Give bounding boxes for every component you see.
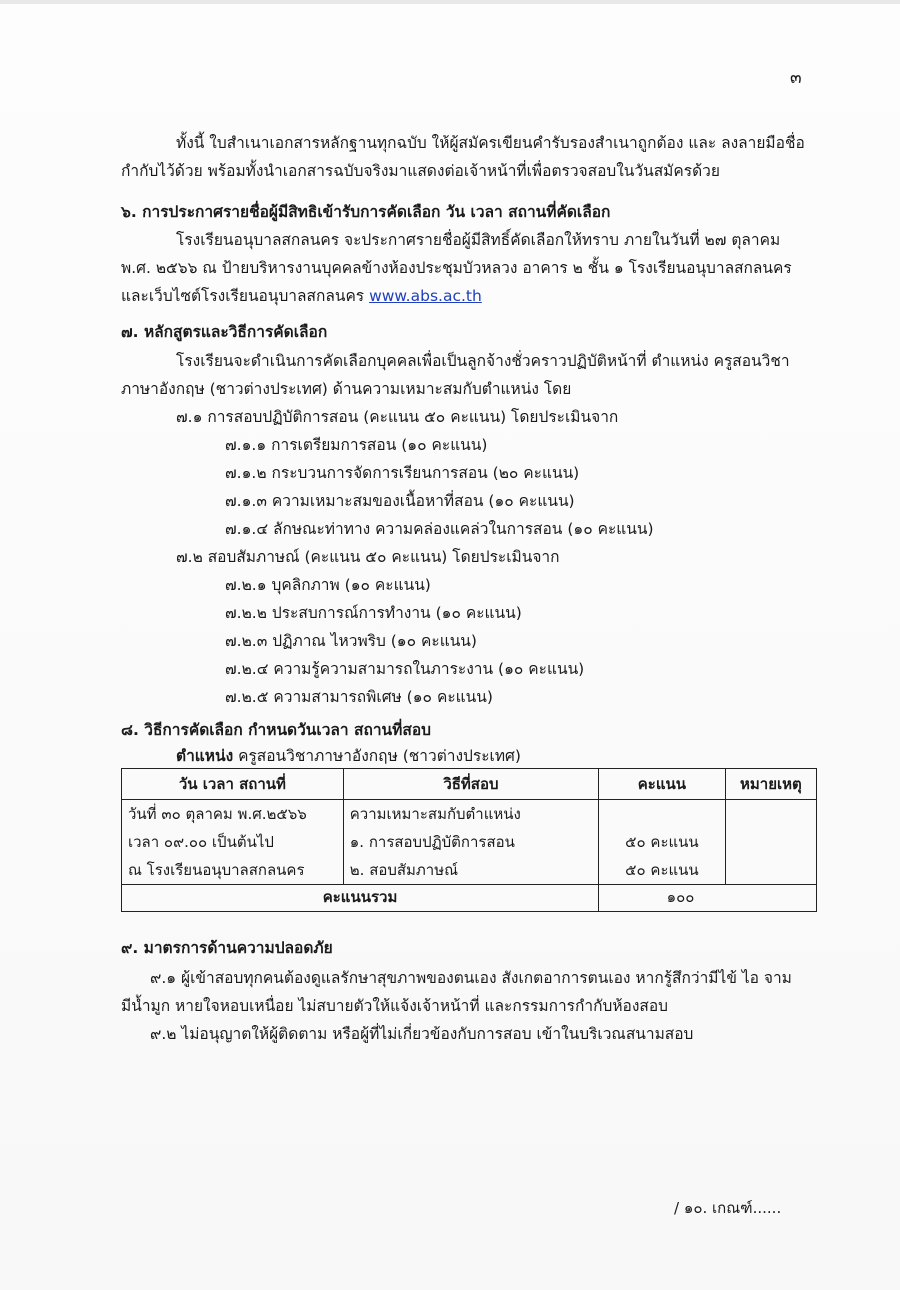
section-7-1-item: ๗.๑.๒ กระบวนการจัดการเรียนการสอน (๒๐ คะแนน) [225,464,580,482]
total-label: คะแนนรวม [122,885,599,912]
section-9-1-line-1: ๙.๑ ผู้เข้าสอบทุกคนต้องดูแลรักษาสุขภาพของตนเอง สังเกตอาการตนเอง หากรู้สึกว่ามีไข้ ไอ จาม [150,969,792,987]
intro-line-2: กำกับไว้ด้วย พร้อมทั้งนำเอกสารฉบับจริงมาแสดงต่อเจ้าหน้าที่เพื่อตรวจสอบในวันสมัครด้วย [121,162,720,180]
section-7-2-item: ๗.๒.๑ บุคลิกภาพ (๑๐ คะแนน) [225,576,431,594]
position-value: ครูสอนวิชาภาษาอังกฤษ (ชาวต่างประเทศ) [238,747,521,765]
section-8-heading: ๘. วิธีการคัดเลือก กำหนดวันเวลา สถานที่สอบ [121,721,431,739]
intro-line-1: ทั้งนี้ ใบสำเนาเอกสารหลักฐานทุกฉบับ ให้ผู้สมัครเขียนคำรับรองสำเนาถูกต้อง และ ลงลายมือชื่อ [176,134,805,152]
method-title: ความเหมาะสมกับตำแหน่ง [349,805,521,823]
section-6-line-3 [121,286,482,306]
school-website-link[interactable]: www.abs.ac.th [369,287,482,305]
section-7-2-item: ๗.๒.๕ ความสามารถพิเศษ (๑๐ คะแนน) [225,688,493,706]
header-exam-method: วิธีที่สอบ [343,769,598,800]
exam-method-cell [343,800,598,885]
header-date-time-place: วัน เวลา สถานที่ [122,769,344,800]
total-value: ๑๐๐ [599,885,817,912]
exam-time: เวลา ๐๙.๐๐ เป็นต้นไป [128,833,274,851]
position-line [176,746,521,766]
exam-date: วันที่ ๓๐ ตุลาคม พ.ศ.๒๕๖๖ [128,805,307,823]
table-header-row [122,769,817,800]
method-teaching: ๑. การสอบปฏิบัติการสอน [349,833,515,851]
position-label: ตำแหน่ง [176,747,234,765]
page-number: ๓ [790,68,802,88]
section-7-line-2: ภาษาอังกฤษ (ชาวต่างประเทศ) ด้านความเหมาะสมกับตำแหน่ง โดย [121,380,572,398]
header-remarks: หมายเหตุ [725,769,816,800]
next-page-reference: / ๑๐. เกณฑ์...... [674,1199,782,1217]
table-row [122,800,817,885]
section-7-2-item: ๗.๒.๓ ปฏิภาณ ไหวพริบ (๑๐ คะแนน) [225,632,477,650]
exam-place: ณ โรงเรียนอนุบาลสกลนคร [128,861,305,879]
section-9-1-line-2: มีน้ำมูก หายใจหอบเหนื่อย ไม่สบายตัวให้แจ้งเจ้าหน้าที่ และกรรมการกำกับห้องสอบ [121,997,669,1015]
section-7-2-item: ๗.๒.๔ ความรู้ความสามารถในภาระงาน (๑๐ คะแนน) [225,660,585,678]
score-interview: ๕๐ คะแนน [625,861,699,879]
total-row [122,885,817,912]
section-7-1-title: ๗.๑ การสอบปฏิบัติการสอน (คะแนน ๕๐ คะแนน) โดยประเมินจาก [176,408,619,426]
section-7-line-1: โรงเรียนจะดำเนินการคัดเลือกบุคคลเพื่อเป็นลูกจ้างชั่วคราวปฏิบัติหน้าที่ ตำแหน่ง ครูสอนวิชา [176,352,790,370]
section-9-2: ๙.๒ ไม่อนุญาตให้ผู้ติดตาม หรือผู้ที่ไม่เกี่ยวข้องกับการสอบ เข้าในบริเวณสนามสอบ [150,1025,694,1043]
section-7-2-item: ๗.๒.๒ ประสบการณ์การทำงาน (๑๐ คะแนน) [225,604,522,622]
section-6-line-2: พ.ศ. ๒๕๖๖ ณ ป้ายบริหารงานบุคคลข้างห้องประชุมบัวหลวง อาคาร ๒ ชั้น ๑ โรงเรียนอนุบาลสกลนคร [121,259,792,277]
scan-edge [0,0,900,4]
section-7-1-item: ๗.๑.๔ ลักษณะท่าทาง ความคล่องแคล่วในการสอน (๑๐ คะแนน) [225,520,654,538]
remarks-cell [725,800,816,885]
exam-schedule-table [121,768,817,912]
score-teaching: ๕๐ คะแนน [625,833,699,851]
section-6-line-3-prefix: และเว็บไซต์โรงเรียนอนุบาลสกลนคร [121,287,365,305]
method-interview: ๒. สอบสัมภาษณ์ [349,861,459,879]
header-score: คะแนน [599,769,726,800]
section-7-1-item: ๗.๑.๑ การเตรียมการสอน (๑๐ คะแนน) [225,436,488,454]
date-time-place-cell [122,800,344,885]
section-6-line-1: โรงเรียนอนุบาลสกลนคร จะประกาศรายชื่อผู้มีสิทธิ์คัดเลือกให้ทราบ ภายในวันที่ ๒๗ ตุลาคม [176,231,781,249]
section-6-heading: ๖. การประกาศรายชื่อผู้มีสิทธิเข้ารับการคัดเลือก วัน เวลา สถานที่คัดเลือก [121,203,611,221]
section-7-heading: ๗. หลักสูตรและวิธีการคัดเลือก [121,323,328,341]
section-9-heading: ๙. มาตรการด้านความปลอดภัย [121,939,333,957]
section-7-2-title: ๗.๒ สอบสัมภาษณ์ (คะแนน ๕๐ คะแนน) โดยประเมินจาก [176,548,560,566]
section-7-1-item: ๗.๑.๓ ความเหมาะสมของเนื้อหาที่สอน (๑๐ คะแนน) [225,492,575,510]
score-cell [599,800,726,885]
